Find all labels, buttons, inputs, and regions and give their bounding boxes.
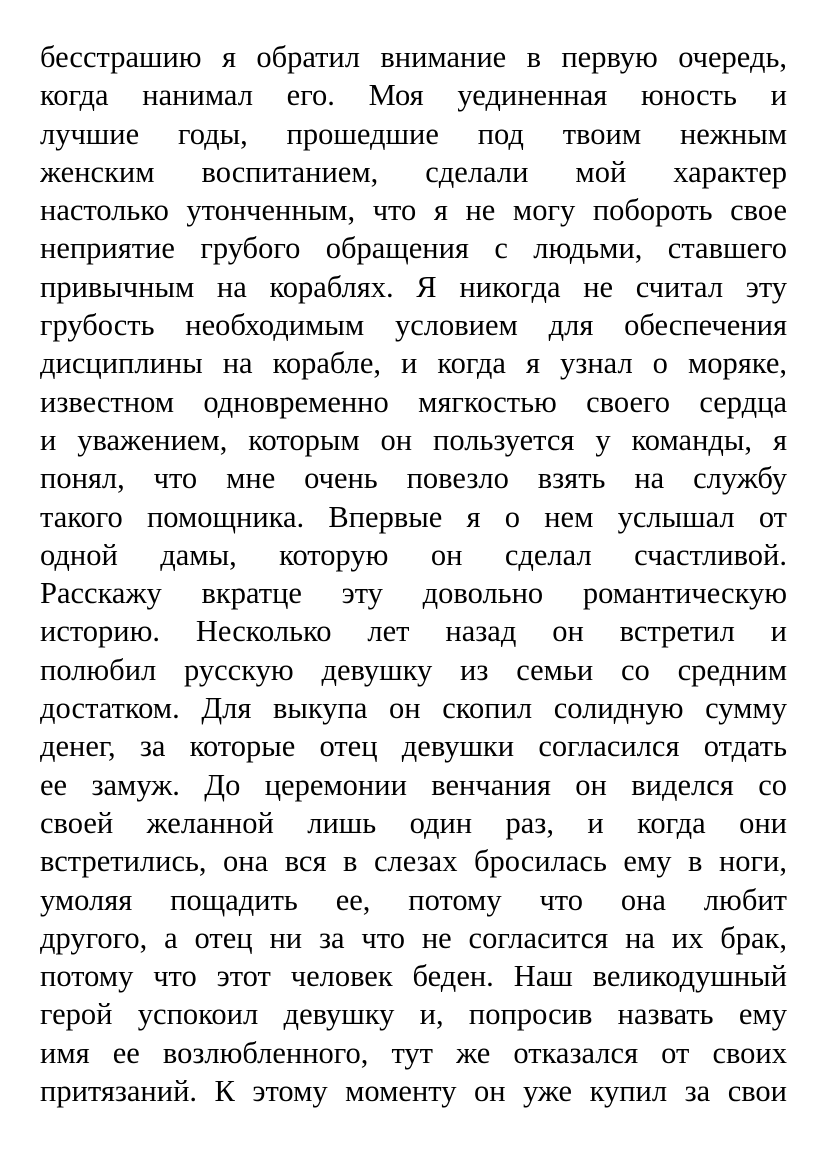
text-line: притязаний. К этому моменту он уже купил за свои	[40, 1074, 787, 1109]
text-line: историю. Несколько лет назад он встретил и	[40, 614, 787, 649]
text-line: привычным на кораблях. Я никогда не считал эту	[40, 269, 787, 304]
text-line: когда нанимал его. Моя уединенная юность и	[40, 78, 787, 113]
text-line: имя ее возлюбленного, тут же отказался от своих	[40, 1035, 787, 1070]
text-line: герой успокоил девушку и, попросив назвать ему	[40, 997, 787, 1032]
text-line: другого, а отец ни за что не согласится на их брак,	[40, 920, 787, 955]
text-line: настолько утонченным, что я не могу побороть свое	[40, 193, 787, 228]
text-line: лучшие годы, прошедшие под твоим нежным	[40, 116, 787, 151]
text-line: и уважением, которым он пользуется у команды, я	[40, 422, 787, 457]
text-line: своей желанной лишь один раз, и когда они	[40, 805, 787, 840]
text-line: известном одновременно мягкостью своего сердца	[40, 384, 787, 419]
text-line: полюбил русскую девушку из семьи со средним	[40, 652, 787, 687]
text-line: встретились, она вся в слезах бросилась ему в ноги,	[40, 844, 787, 879]
page-text	[40, 38, 787, 1110]
text-line: бесстрашию я обратил внимание в первую очередь,	[40, 40, 787, 74]
text-line: денег, за которые отец девушки согласился отдать	[40, 729, 787, 764]
text-line: достатком. Для выкупа он скопил солидную сумму	[40, 691, 787, 726]
text-line: такого помощника. Впервые я о нем услышал от	[40, 499, 787, 534]
text-line: женским воспитанием, сделали мой характер	[40, 154, 787, 189]
text-line: ее замуж. До церемонии венчания он виделся со	[40, 767, 787, 802]
text-line: грубость необходимым условием для обеспечения	[40, 308, 787, 343]
text-line: неприятие грубого обращения с людьми, ставшего	[40, 231, 787, 266]
text-line: дисциплины на корабле, и когда я узнал о моряке,	[40, 346, 787, 381]
text-line: понял, что мне очень повезло взять на службу	[40, 461, 787, 496]
text-line: потому что этот человек беден. Наш великодушный	[40, 959, 787, 994]
text-line: умоляя пощадить ее, потому что она любит	[40, 882, 787, 917]
text-line: Расскажу вкратце эту довольно романтическую	[40, 576, 787, 611]
text-line: одной дамы, которую он сделал счастливой.	[40, 537, 787, 572]
